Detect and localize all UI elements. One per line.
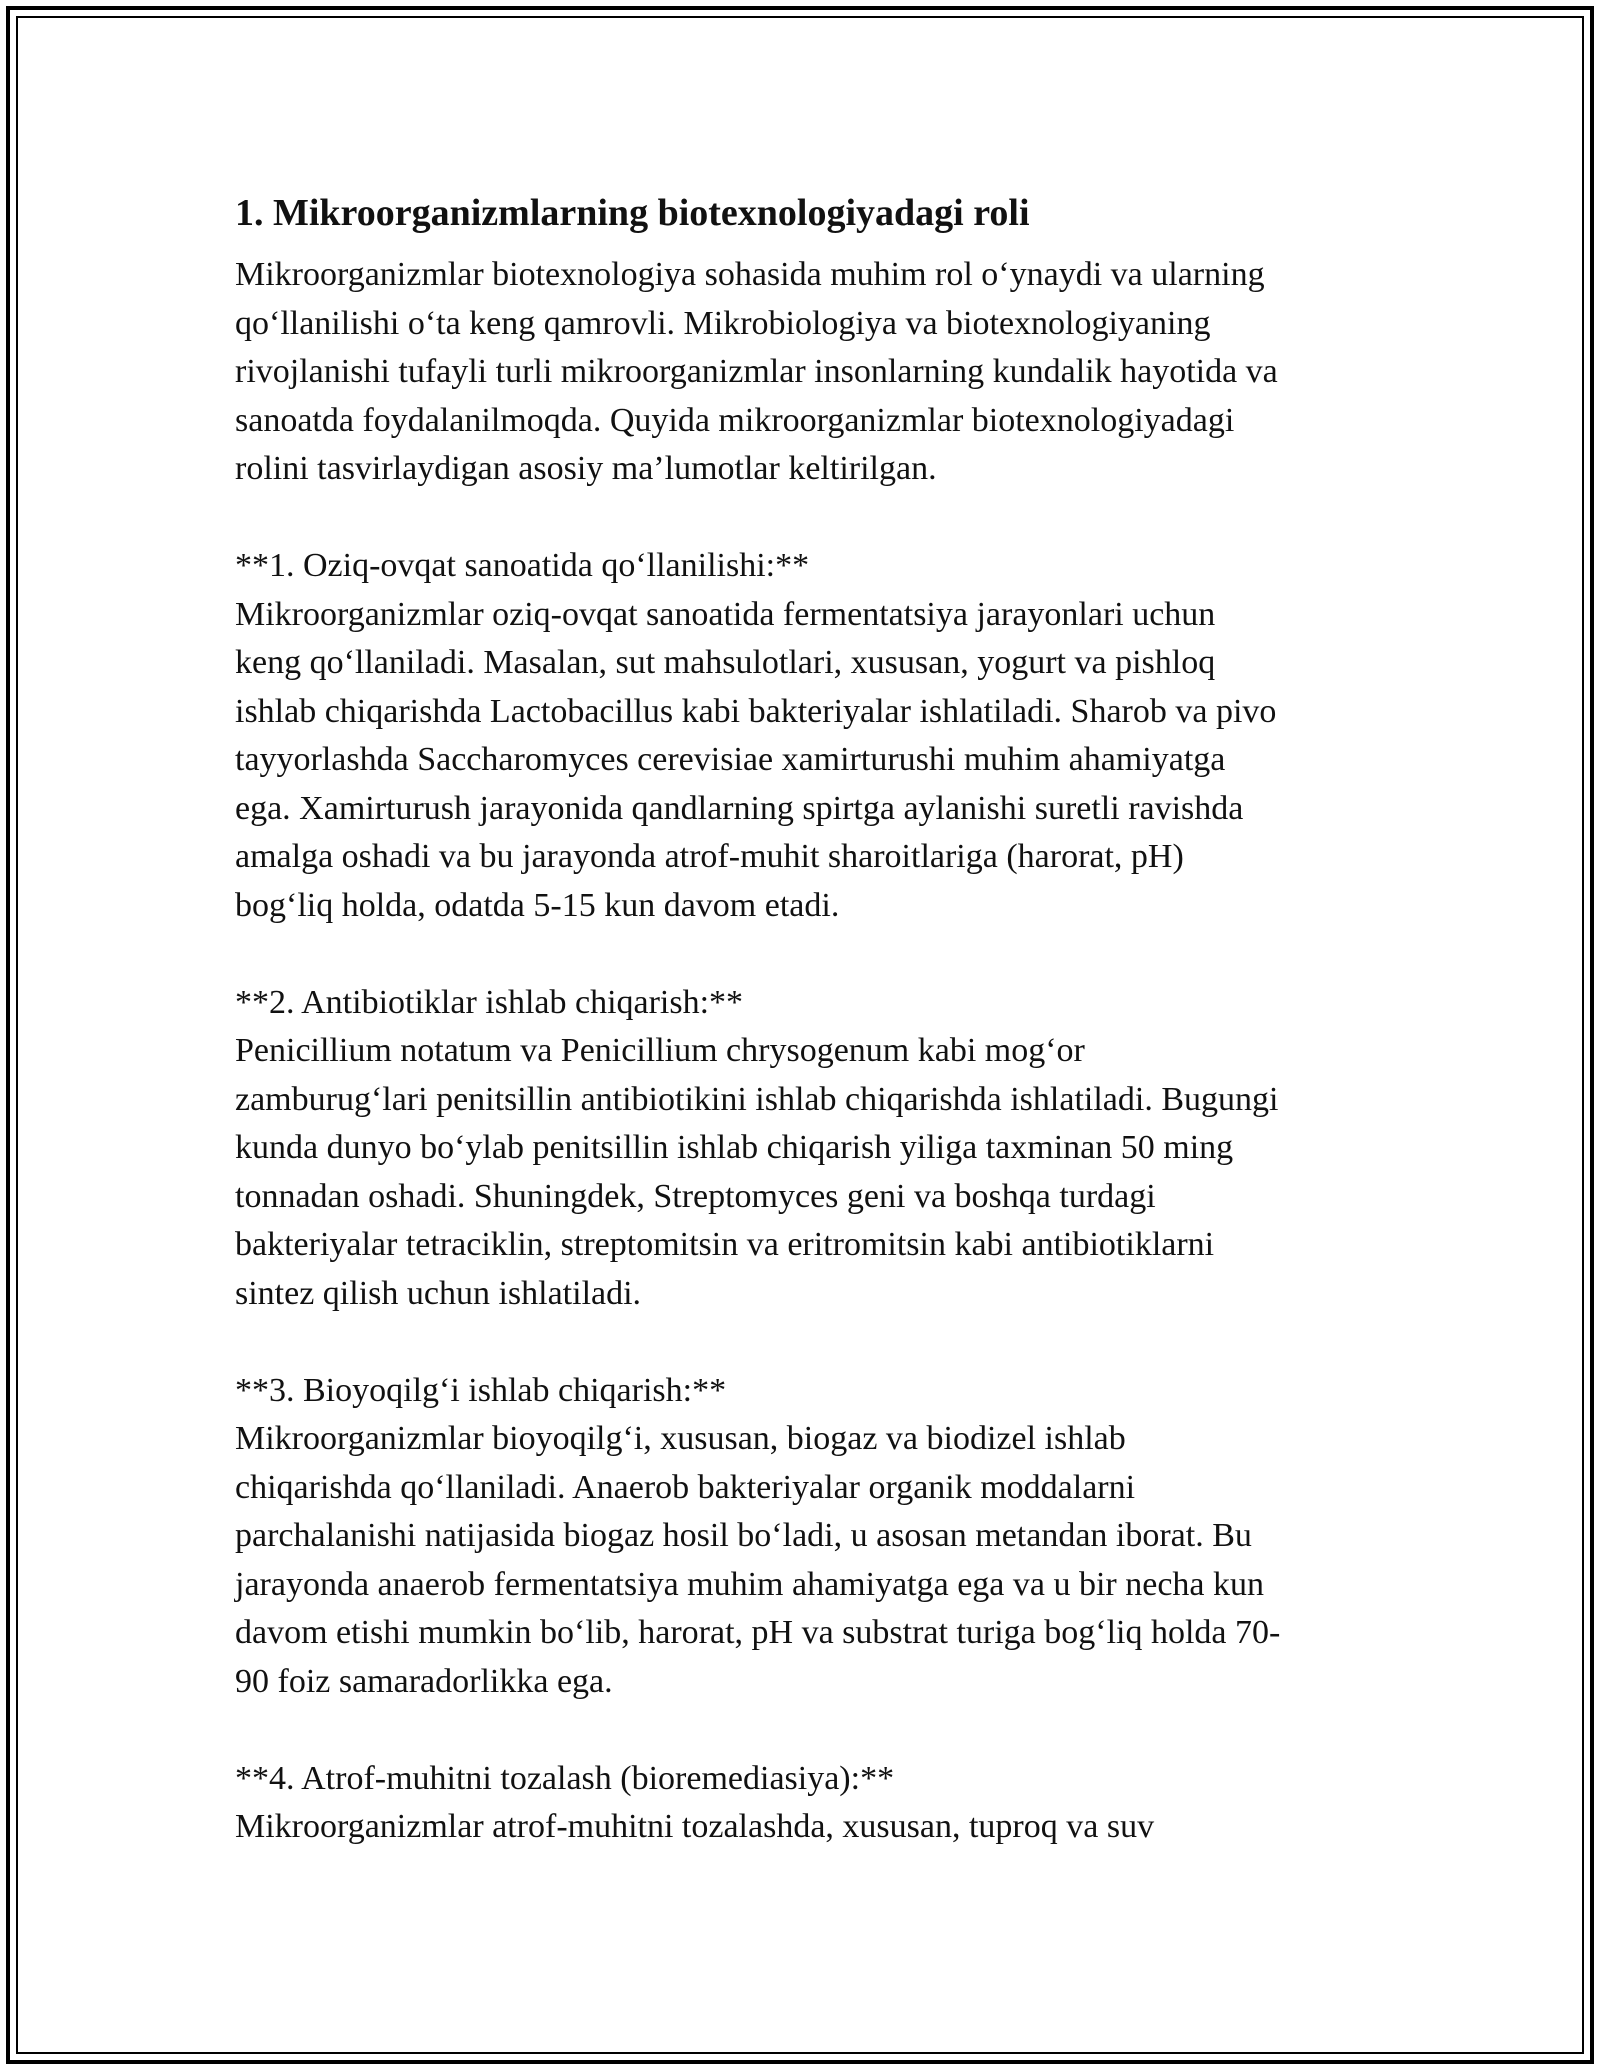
section-bioremediation: [235, 1755, 1385, 1852]
section-title: **2. Antibiotiklar ishlab chiqarish:**: [235, 983, 744, 1021]
section-biofuel: [235, 1367, 1385, 1707]
section-title: **4. Atrof-muhitni tozalash (bioremediasiya):**: [235, 1759, 895, 1797]
document-body: [235, 185, 1385, 1852]
intro-paragraph: Mikroorganizmlar biotexnologiya sohasida muhim rol o‘ynaydi va ularning qo‘llanilishi o‘ta keng qamrovli. Mikrobiologiya va biotexnologiyaning rivojlanishi tufayli turli mikroorganizmlar insonlarning kundalik hayotida va sanoatda foydalanilmoqda. Quyida mikroorganizmlar biotexnologiyadagi rolini tasvirlaydigan asosiy ma’lumotlar keltirilgan.: [235, 256, 1278, 487]
document-heading: 1. Mikroorganizmlarning biotexnologiyadagi roli: [235, 192, 1030, 234]
section-title: **3. Bioyoqilg‘i ishlab chiqarish:**: [235, 1371, 727, 1409]
section-title: **1. Oziq-ovqat sanoatida qo‘llanilishi:**: [235, 547, 810, 584]
section-food-industry: [235, 542, 1385, 930]
section-body: Mikroorganizmlar oziq-ovqat sanoatida fermentatsiya jarayonlari uchun keng qo‘llaniladi. Masalan, sut mahsulotlari, xususan, yogurt va pishloq ishlab chiqarishda Lactobacillus kabi bakteriyalar ishlatiladi. Sharob va pivo tayyorlashda Saccharomyces cerevisiae xamirturushi muhim ahamiyatga ega. Xamirturush jarayonida qandlarning spirtga aylanishi suretli ravishda amalga oshadi va bu jarayonda atrof-muhit sharoitlariga (harorat, pH) bog‘liq holda, odatda 5-15 kun davom etadi.: [235, 595, 1277, 924]
section-body: Penicillium notatum va Penicillium chrysogenum kabi mog‘or zamburug‘lari penitsillin antibiotikini ishlab chiqarishda ishlatiladi. Bugungi kunda dunyo bo‘ylab penitsillin ishlab chiqarish yiliga taxminan 50 ming tonnadan oshadi. Shuningdek, Streptomyces geni va boshqa turdagi bakteriyalar tetraciklin, streptomitsin va eritromitsin kabi antibiotiklarni sintez qilish uchun ishlatiladi.: [235, 1032, 1279, 1312]
section-body: Mikroorganizmlar atrof-muhitni tozalashda, xususan, tuproq va suv: [235, 1808, 1155, 1845]
section-antibiotics: [235, 979, 1385, 1319]
section-body: Mikroorganizmlar bioyoqilg‘i, xususan, biogaz va biodizel ishlab chiqarishda qo‘llaniladi. Anaerob bakteriyalar organik moddalarni parchalanishi natijasida biogaz hosil bo‘ladi, u asosan metandan iborat. Bu jarayonda anaerob fermentatsiya muhim ahamiyatga ega va u bir necha kun davom etishi mumkin bo‘lib, harorat, pH va substrat turiga bog‘liq holda 70- 90 foiz samaradorlikka ega.: [235, 1420, 1281, 1700]
